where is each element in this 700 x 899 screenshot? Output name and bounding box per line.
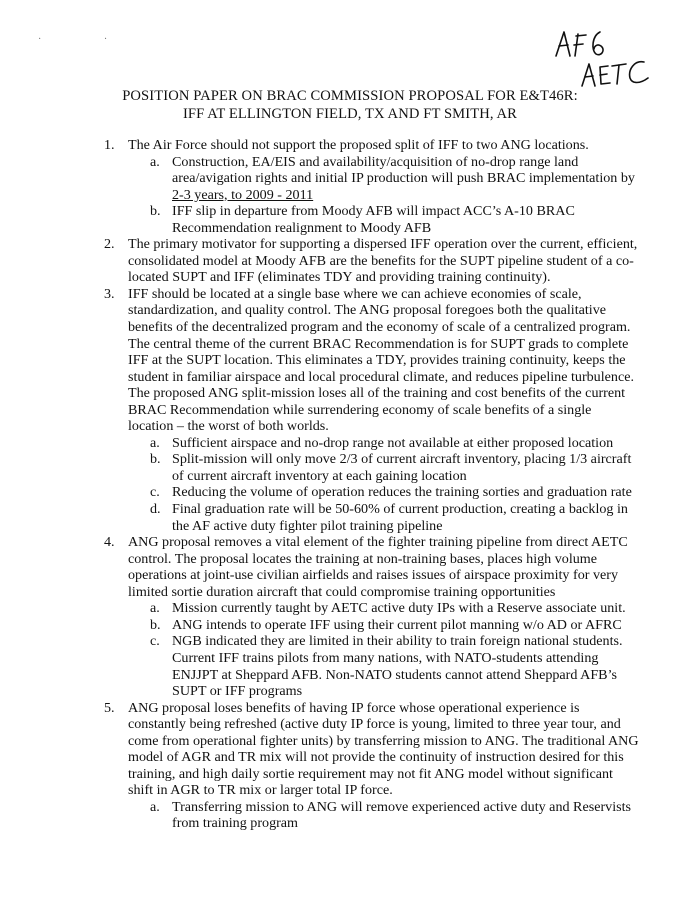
sub-item-1a xyxy=(104,154,640,204)
sub-item-letter: b. xyxy=(150,203,161,220)
sub-item-letter: a. xyxy=(150,434,160,451)
sub-item-text: Transferring mission to ANG will remove experienced active duty and Reservists from training program xyxy=(172,798,631,832)
sub-item-text: ANG intends to operate IFF using their current pilot manning w/o AD or AFRC xyxy=(172,616,622,633)
sub-item-letter: a. xyxy=(150,798,160,815)
item-text: ANG proposal loses benefits of having IP force whose operational experience is constantly being refreshed (active duty IP force is young, limited to three year tour, and come from operational fighter units) by transferring mission to ANG. The traditional ANG model of AGR and TR mix will not provide the continuity of instruction desired for this training, and high daily sortie requirement may not fit ANG model without significant shift in AGR to TR mix or larger total IP force. xyxy=(128,699,639,799)
sub-item-text: IFF slip in departure from Moody AFB will impact ACC’s A-10 BRAC Recommendation realignment to Moody AFB xyxy=(172,203,575,236)
sub-item-text: Sufficient airspace and no-drop range not available at either proposed location xyxy=(172,434,614,451)
item-number: 3. xyxy=(104,285,115,302)
sub-item-3d xyxy=(104,501,640,534)
sub-item-4b xyxy=(104,617,640,634)
sub-item-text: Final graduation rate will be 50-60% of current production, creating a backlog in the AF active duty fighter pilot training pipeline xyxy=(172,501,628,534)
sub-item-letter: a. xyxy=(150,600,160,617)
sub-item-letter: b. xyxy=(150,616,161,633)
list-item-1 xyxy=(104,137,640,154)
list-item-3 xyxy=(104,286,640,435)
sub-item-5a xyxy=(104,799,640,832)
title-line-2: IFF AT ELLINGTON FIELD, TX AND FT SMITH, AR xyxy=(182,105,518,122)
sub-item-letter: c. xyxy=(150,633,160,650)
list-item-4 xyxy=(104,534,640,600)
sub-item-1b xyxy=(104,203,640,236)
scan-specks: · · xyxy=(38,34,138,45)
item-number: 2. xyxy=(104,236,115,253)
item-text: The primary motivator for supporting a dispersed IFF operation over the current, efficient, consolidated model at Moody AFB are the benefits for the SUPT pipeline student of a co-located SUPT and IFF (eliminates TDY and providing training continuity). xyxy=(128,236,638,286)
sub-item-text: NGB indicated they are limited in their ability to train foreign national students. Current IFF trains pilots from many nations, with NATO-students attending ENJJPT at Sheppard AFB. Non-NATO students cannot attend Sheppard AFB’s SUPT or IFF programs xyxy=(172,633,623,700)
sub-item-text: Reducing the volume of operation reduces the training sorties and graduation rate xyxy=(172,484,632,501)
sub-item-letter: d. xyxy=(150,501,161,518)
document-title xyxy=(0,88,700,123)
sub-item-3a xyxy=(104,435,640,452)
sub-item-text: Mission currently taught by AETC active duty IPs with a Reserve associate unit. xyxy=(172,600,626,617)
item-number: 4. xyxy=(104,534,115,551)
sub-item-text: Split-mission will only move 2/3 of current aircraft inventory, placing 1/3 aircraft of current aircraft inventory at each gaining location xyxy=(172,451,632,484)
sub-item-4a xyxy=(104,600,640,617)
list-item-5 xyxy=(104,700,640,799)
sub-item-3c xyxy=(104,484,640,501)
sub-item-text: Construction, EA/EIS and availability/acquisition of no-drop range land area/avigation rights and initial IP production will push BRAC implementation by xyxy=(172,153,635,187)
handwritten-annotation-drawing xyxy=(548,26,658,96)
list-item-2 xyxy=(104,236,640,286)
item-text: ANG proposal removes a vital element of the fighter training pipeline from direct AETC control. The proposal locates the training at non-training bases, places high volume operations at joint-use civilian airfields and raises issues of airspace proximity for very limited sortie duration aircraft that could compromise training opportunities xyxy=(128,534,628,600)
item-text: IFF should be located at a single base where we can achieve economies of scale, standardization, and quality control. The ANG proposal foregoes both the qualitative benefits of the decentralized program and the economy of scale of a centralized program. The central theme of the current BRAC Recommendation is for SUPT grads to complete IFF at the SUPT location. This eliminates a TDY, provides training continuity, keeps the student in familiar airspace and local procedural climate, and reduces pipeline turbulence. The proposed ANG split-mission loses all of the training and cost benefits of the current BRAC Recommendation while surrendering economy of scale benefits of a single location – the worst of both worlds. xyxy=(128,285,634,435)
numbered-list xyxy=(104,137,640,832)
sub-item-letter: a. xyxy=(150,153,160,170)
item-number: 1. xyxy=(104,137,115,153)
sub-item-3b xyxy=(104,451,640,484)
item-number: 5. xyxy=(104,699,115,716)
sub-item-letter: c. xyxy=(150,484,160,501)
title-line-1: POSITION PAPER ON BRAC COMMISSION PROPOSAL FOR E&T46R: xyxy=(122,88,578,104)
sub-item-letter: b. xyxy=(150,451,161,468)
sub-item-4c xyxy=(104,633,640,699)
item-text: The Air Force should not support the proposed split of IFF to two ANG locations. xyxy=(128,137,589,153)
underlined-date-range: 2-3 years, to 2009 - 2011 xyxy=(172,186,314,203)
handwritten-annotation xyxy=(548,26,658,96)
